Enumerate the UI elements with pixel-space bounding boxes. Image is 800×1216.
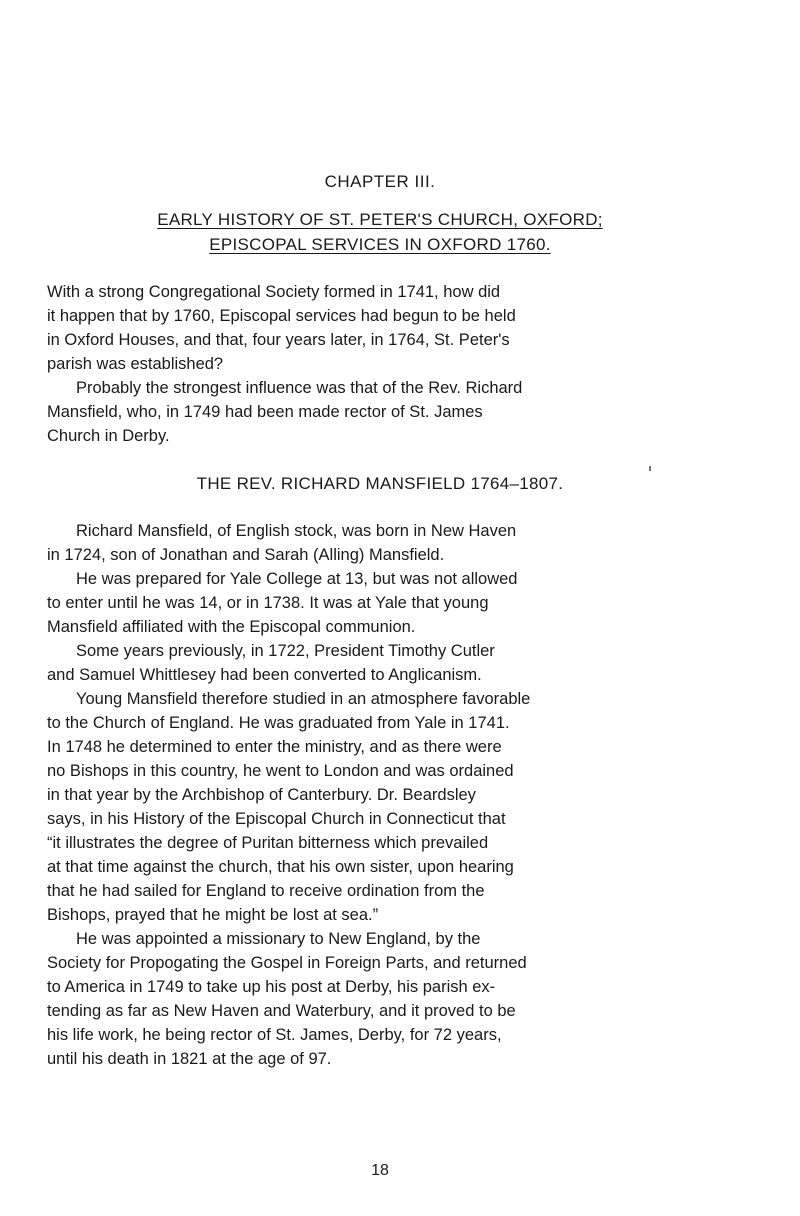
- heading-line-2: EPISCOPAL SERVICES IN OXFORD 1760.: [209, 235, 551, 254]
- stray-mark: [649, 466, 651, 471]
- body-paragraph-3: Some years previously, in 1722, President Timothy Cutler and Samuel Whittlesey had been converted to Anglicanism.: [47, 642, 495, 684]
- heading-line-1: EARLY HISTORY OF ST. PETER'S CHURCH, OXFORD;: [157, 210, 603, 229]
- page-number: 18: [371, 1162, 389, 1179]
- intro-paragraph-1: With a strong Congregational Society formed in 1741, how did it happen that by 1760, Episcopal services had begun to be held in Oxford Houses, and that, four years later, in 1764, St. Peter's parish was established?: [47, 283, 516, 373]
- intro-paragraph-2: Probably the strongest influence was that of the Rev. Richard Mansfield, who, in 1749 had been made rector of St. James Church in Derby.: [47, 379, 523, 445]
- chapter-title: CHAPTER III.: [324, 172, 436, 191]
- section-subheading: THE REV. RICHARD MANSFIELD 1764–1807.: [196, 474, 564, 493]
- body-paragraph-4: Young Mansfield therefore studied in an atmosphere favorable to the Church of England. He was graduated from Yale in 1741. In 1748 he determined to enter the ministry, and as there were no Bishops in this country, he went to London and was ordained in that year by the Archbishop of Canterbury. Dr. Beardsley says, in his History of the Episcopal Church in Connecticut that “it illustrates the degree of Puritan bitterness which prevailed at that time against the church, that his own sister, upon hearing that he had sailed for England to receive ordination from the Bishops, prayed that he might be lost at sea.”: [47, 690, 531, 924]
- body-paragraph-1: Richard Mansfield, of English stock, was born in New Haven in 1724, son of Jonathan and Sarah (Alling) Mansfield.: [47, 522, 517, 564]
- body-paragraph-2: He was prepared for Yale College at 13, but was not allowed to enter until he was 14, or in 1738. It was at Yale that young Mansfield affiliated with the Episcopal communion.: [47, 570, 518, 636]
- body-paragraph-5: He was appointed a missionary to New England, by the Society for Propogating the Gospel in Foreign Parts, and returned to America in 1749 to take up his post at Derby, his parish ex- tending as far as New Haven and Waterbury, and it proved to be his life work, he being rector of St. James, Derby, for 72 years, until his death in 1821 at the age of 97.: [47, 930, 527, 1068]
